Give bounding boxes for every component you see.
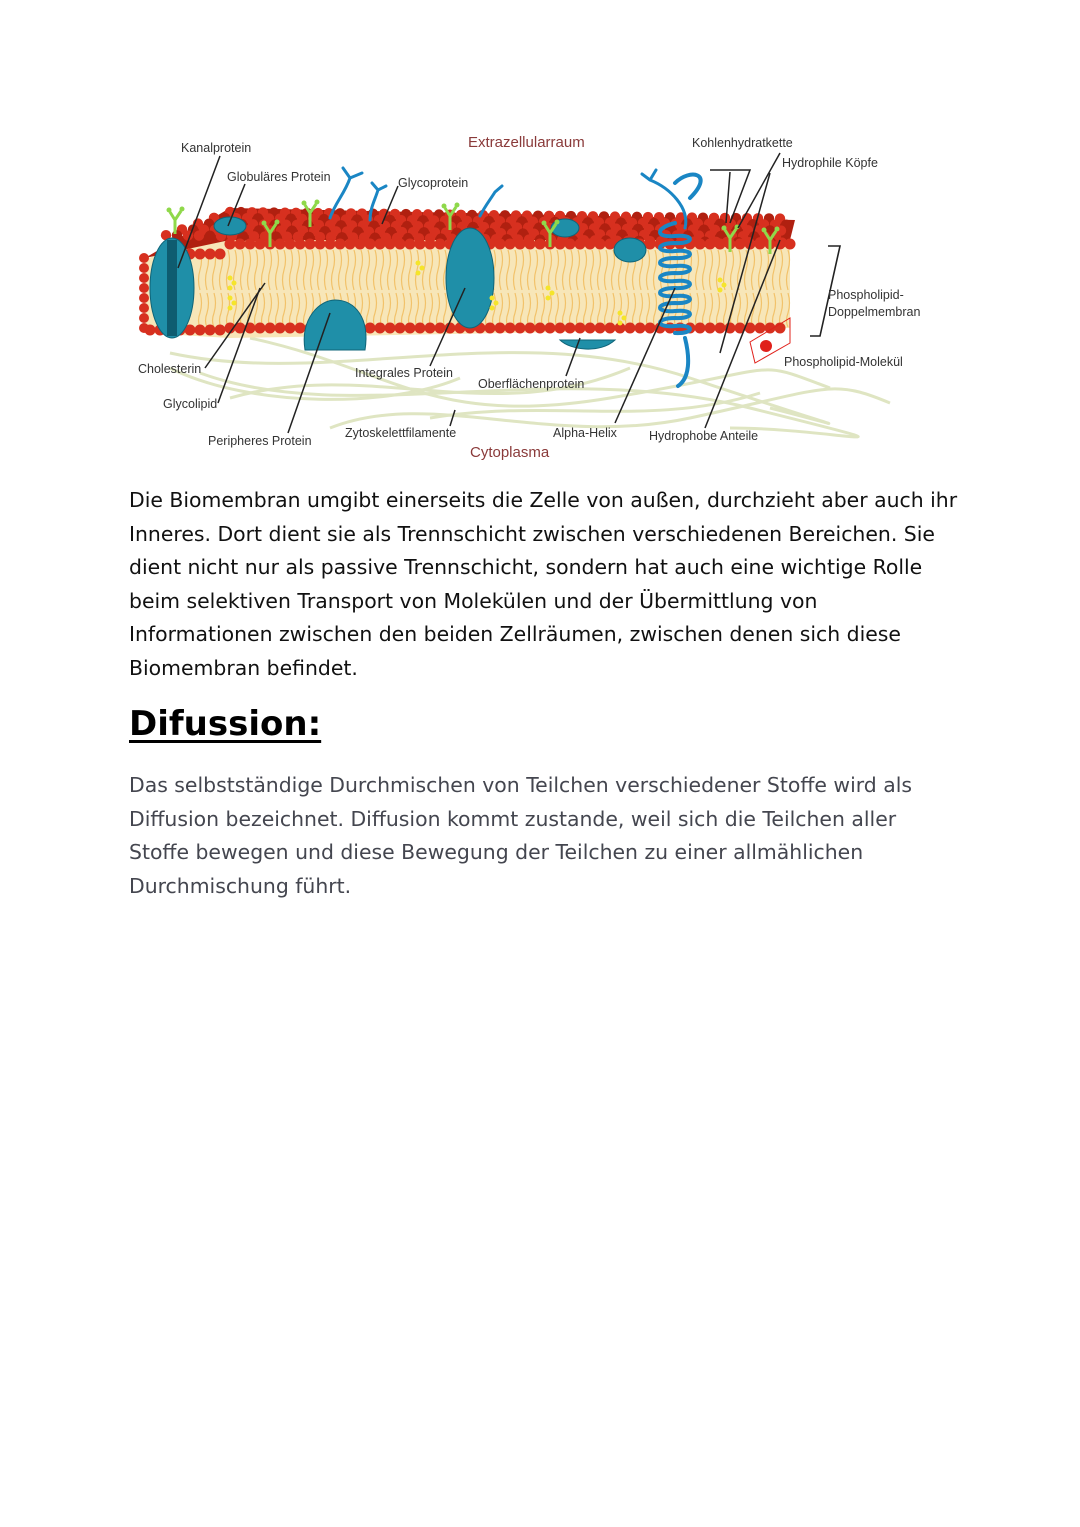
label-glycoprotein: Glycoprotein — [398, 176, 469, 190]
label-oberflaechenprotein: Oberflächenprotein — [478, 377, 585, 391]
label-phospholipid-molekuel: Phospholipid-Molekül — [784, 355, 903, 369]
cell-membrane-diagram — [130, 128, 940, 468]
label-hydrophile-koepfe: Hydrophile Köpfe — [782, 156, 878, 170]
label-kohlenhydratkette: Kohlenhydratkette — [692, 136, 793, 150]
label-integrales-protein: Integrales Protein — [355, 366, 453, 380]
label-kanalprotein: Kanalprotein — [181, 141, 252, 155]
channel-protein — [150, 238, 194, 338]
intro-paragraph: Die Biomembran umgibt einerseits die Zelle von außen, durchzieht aber auch ihr Inneres. Dort dient sie als Trennschicht zwischen verschiedenen Bereichen. Sie dient nicht nur als passive Trennschicht, sondern hat auch eine wichtige Rolle beim selektiven Transport von Molekülen und der Übermittlung von Informationen zwischen den beiden Zellräumen, zwischen denen sich diese Biomembran befindet. — [129, 488, 958, 680]
region-cytoplasma: Cytoplasma — [470, 444, 550, 461]
surface-protein — [560, 340, 615, 349]
label-peripheres-protein: Peripheres Protein — [208, 434, 312, 448]
label-cholesterin: Cholesterin — [138, 362, 202, 376]
label-phospholipid-doppelmembran-2: Doppelmembran — [828, 305, 921, 319]
label-globulaeres-protein: Globuläres Protein — [227, 170, 331, 184]
region-extrazellularraum: Extrazellularraum — [468, 134, 585, 151]
label-glycolipid: Glycolipid — [163, 397, 218, 411]
globular-protein-3 — [614, 238, 646, 262]
diffusion-heading: Difussion: — [129, 704, 322, 744]
label-phospholipid-doppelmembran-1: Phospholipid- — [828, 288, 904, 302]
label-alpha-helix: Alpha-Helix — [553, 426, 617, 440]
label-zytoskelettfilamente: Zytoskelettfilamente — [345, 426, 457, 440]
diffusion-paragraph: Das selbstständige Durchmischen von Teilchen verschiedener Stoffe wird als Diffusion bezeichnet. Diffusion kommt zustande, weil sich die Teilchen aller Stoffe bewegen und diese Bewegung der Teilchen zu einer allmählichen Durchmischung führt. — [129, 773, 912, 898]
label-hydrophobe-anteile: Hydrophobe Anteile — [649, 429, 759, 443]
